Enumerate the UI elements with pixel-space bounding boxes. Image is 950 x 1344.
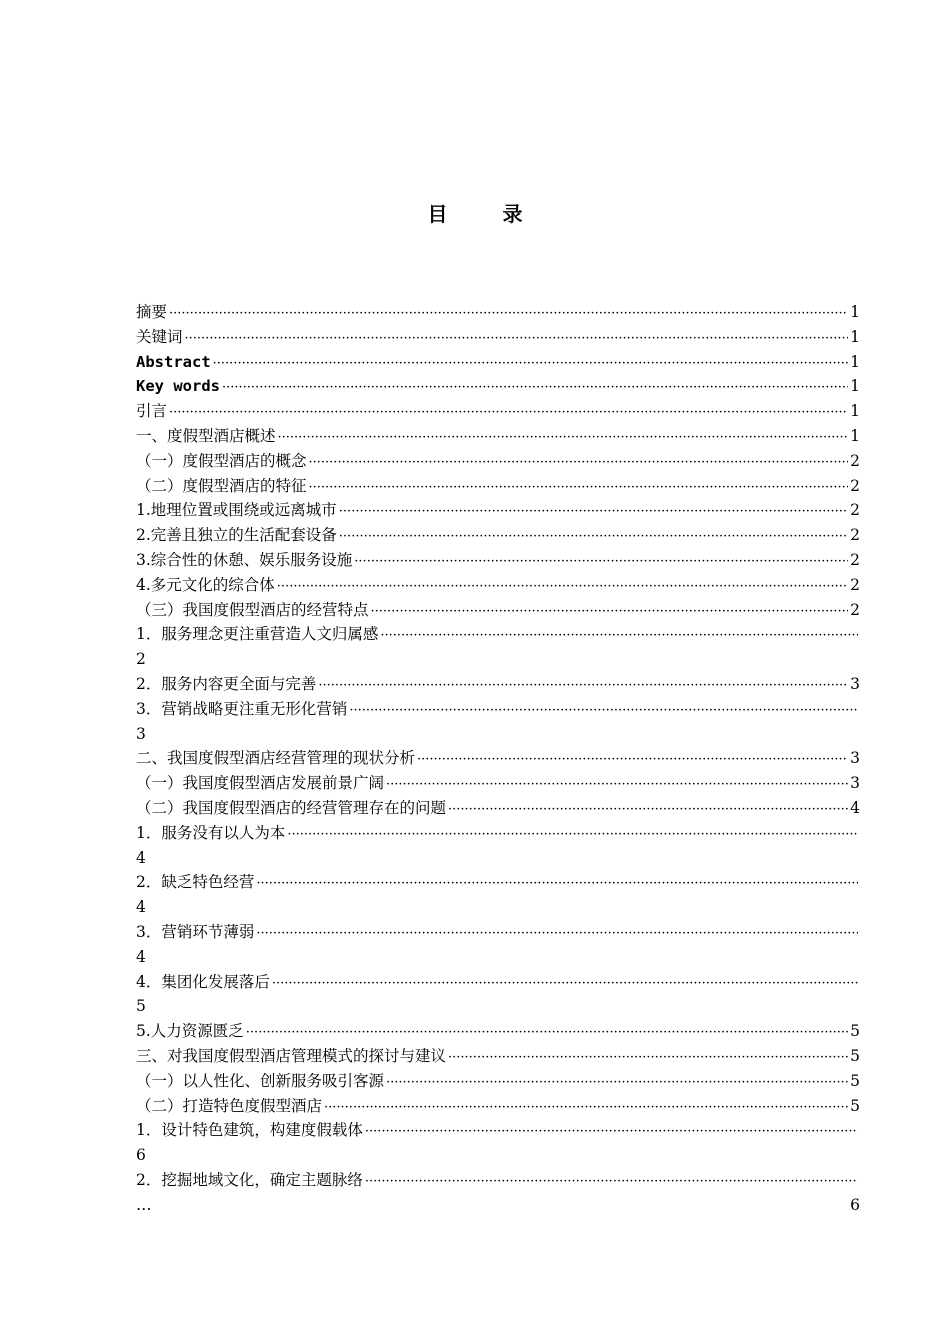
toc-entry-title: 二、我国度假型酒店经营管理的现状分析 [136, 749, 416, 768]
toc-entry-page: 6 [850, 1195, 860, 1214]
toc-entry-page: 4 [850, 798, 860, 817]
toc-entry[interactable] [136, 498, 860, 523]
toc-entry-title: Abstract [136, 352, 211, 371]
dot-leader [386, 773, 848, 796]
toc-entry-page: 4 [136, 898, 146, 917]
toc-entry-continuation [136, 1193, 860, 1218]
toc-entry-title: 摘要 [136, 303, 168, 321]
dot-leader [371, 600, 848, 623]
toc-entry[interactable] [136, 821, 860, 846]
toc-entry[interactable] [136, 970, 860, 995]
dot-leader [318, 674, 848, 697]
toc-entry[interactable] [136, 622, 860, 647]
dot-leader [339, 525, 848, 548]
toc-entry-title: （三）我国度假型酒店的经营特点 [136, 600, 369, 619]
dot-leader [277, 575, 848, 598]
toc-entry-title: 关键词 [136, 327, 183, 346]
dot-leader [339, 500, 848, 523]
toc-entry-title: 5.人力资源匮乏 [136, 1022, 244, 1041]
dot-leader [256, 922, 858, 945]
toc-entry-page: 2 [850, 600, 860, 619]
toc-entry-page: 2 [850, 550, 860, 569]
toc-entry-title: 三、对我国度假型酒店管理模式的探讨与建议 [136, 1046, 447, 1065]
toc-entry[interactable] [136, 474, 860, 499]
dot-leader [278, 426, 848, 449]
dot-leader [185, 327, 848, 350]
toc-entry-page: 5 [136, 997, 146, 1016]
toc-entry[interactable] [136, 1168, 860, 1193]
toc-entry-page: 4 [136, 947, 146, 966]
toc-entry[interactable] [136, 598, 860, 623]
toc-entry-title: 3.综合性的休憩、娱乐服务设施 [136, 550, 353, 569]
toc-entry-title: 2.完善且独立的生活配套设备 [136, 526, 337, 545]
toc-entry-page: 2 [850, 575, 860, 594]
toc-entry-title: 3．营销环节薄弱 [136, 922, 255, 941]
table-of-contents [136, 300, 860, 1217]
toc-entry-title: 2．挖掘地域文化，确定主题脉络 [136, 1170, 363, 1189]
toc-entry-page: 5 [850, 1071, 860, 1090]
toc-entry[interactable] [136, 300, 860, 325]
toc-entry-title: 3．营销战略更注重无形化营销 [136, 699, 348, 718]
toc-entry-title: 4.多元文化的综合体 [136, 575, 275, 594]
dot-leader [272, 972, 858, 995]
toc-entry[interactable] [136, 1094, 860, 1119]
dot-leader [448, 1046, 848, 1069]
toc-entry-page: 5 [850, 1096, 860, 1115]
toc-entry-title: 1．设计特色建筑，构建度假载体 [136, 1121, 363, 1140]
continuation-dots: … [136, 1195, 152, 1214]
toc-entry[interactable] [136, 1044, 860, 1069]
toc-entry-title: 4．集团化发展落后 [136, 972, 270, 991]
toc-entry-title: 一、度假型酒店概述 [136, 426, 276, 445]
page-title: 目 录 [427, 202, 547, 226]
toc-entry-page: 2 [850, 451, 860, 470]
toc-entry[interactable] [136, 771, 860, 796]
toc-entry-page: 1 [850, 402, 860, 421]
toc-entry-title: （一）度假型酒店的概念 [136, 451, 307, 470]
toc-entry[interactable] [136, 449, 860, 474]
toc-entry[interactable] [136, 1069, 860, 1094]
toc-entry[interactable] [136, 399, 860, 424]
toc-entry[interactable] [136, 374, 860, 399]
toc-entry-page: 3 [850, 774, 860, 793]
toc-entry-title: 1．服务没有以人为本 [136, 823, 286, 842]
toc-entry[interactable] [136, 1118, 860, 1143]
toc-entry[interactable] [136, 424, 860, 449]
toc-entry[interactable] [136, 672, 860, 697]
toc-entry-page: 3 [136, 724, 146, 743]
toc-entry-page: 2 [850, 501, 860, 520]
toc-entry-title: 2．缺乏特色经营 [136, 873, 255, 892]
toc-entry-title: （二）度假型酒店的特征 [136, 476, 307, 495]
toc-entry-page: 6 [136, 1146, 146, 1165]
dot-leader [256, 872, 858, 895]
toc-entry-title: 1．服务理念更注重营造人文归属感 [136, 625, 379, 644]
toc-entry[interactable] [136, 796, 860, 821]
dot-leader [365, 1170, 858, 1193]
toc-entry-page: 2 [850, 476, 860, 495]
toc-entry-title: （二）我国度假型酒店的经营管理存在的问题 [136, 798, 447, 817]
dot-leader [287, 823, 858, 846]
toc-entry[interactable] [136, 870, 860, 895]
toc-entry-page: 3 [850, 674, 860, 693]
toc-entry-page: 2 [850, 526, 860, 545]
toc-entry-page: 1 [850, 426, 860, 445]
dot-leader [324, 1096, 848, 1119]
toc-entry-page: 5 [850, 1022, 860, 1041]
toc-entry-title: 2．服务内容更全面与完善 [136, 674, 317, 693]
toc-entry[interactable] [136, 1019, 860, 1044]
toc-entry-page: 2 [136, 650, 146, 669]
toc-entry-page: 3 [850, 749, 860, 768]
toc-entry[interactable] [136, 697, 860, 722]
dot-leader [417, 748, 848, 771]
toc-entry[interactable] [136, 325, 860, 350]
dot-leader [213, 352, 848, 375]
toc-entry-page: 5 [850, 1046, 860, 1065]
toc-entry[interactable] [136, 548, 860, 573]
dot-leader [354, 550, 848, 573]
toc-entry[interactable] [136, 920, 860, 945]
toc-entry[interactable] [136, 350, 860, 375]
toc-entry[interactable] [136, 573, 860, 598]
dot-leader [448, 798, 848, 821]
dot-leader [380, 624, 858, 647]
toc-entry-title: （一）以人性化、创新服务吸引客源 [136, 1071, 385, 1090]
dot-leader [169, 401, 848, 424]
dot-leader [365, 1120, 858, 1143]
dot-leader [386, 1071, 848, 1094]
toc-entry-page: 1 [850, 303, 860, 321]
toc-entry-title: 引言 [136, 402, 168, 421]
dot-leader [169, 302, 848, 325]
toc-entry-title: （一）我国度假型酒店发展前景广阔 [136, 774, 385, 793]
toc-entry-page: 4 [136, 848, 146, 867]
dot-leader [309, 451, 848, 474]
dot-leader [349, 699, 858, 722]
toc-entry[interactable] [136, 746, 860, 771]
dot-leader [246, 1021, 848, 1044]
toc-entry-page: 1 [850, 377, 860, 396]
toc-entry-title: （二）打造特色度假型酒店 [136, 1096, 323, 1115]
toc-entry-title: Key words [136, 377, 220, 396]
dot-leader [309, 476, 848, 499]
toc-entry-page: 1 [850, 352, 860, 371]
dot-leader [222, 376, 848, 399]
toc-entry-page: 1 [850, 327, 860, 346]
toc-entry-title: 1.地理位置或围绕或远离城市 [136, 501, 337, 520]
toc-entry[interactable] [136, 523, 860, 548]
